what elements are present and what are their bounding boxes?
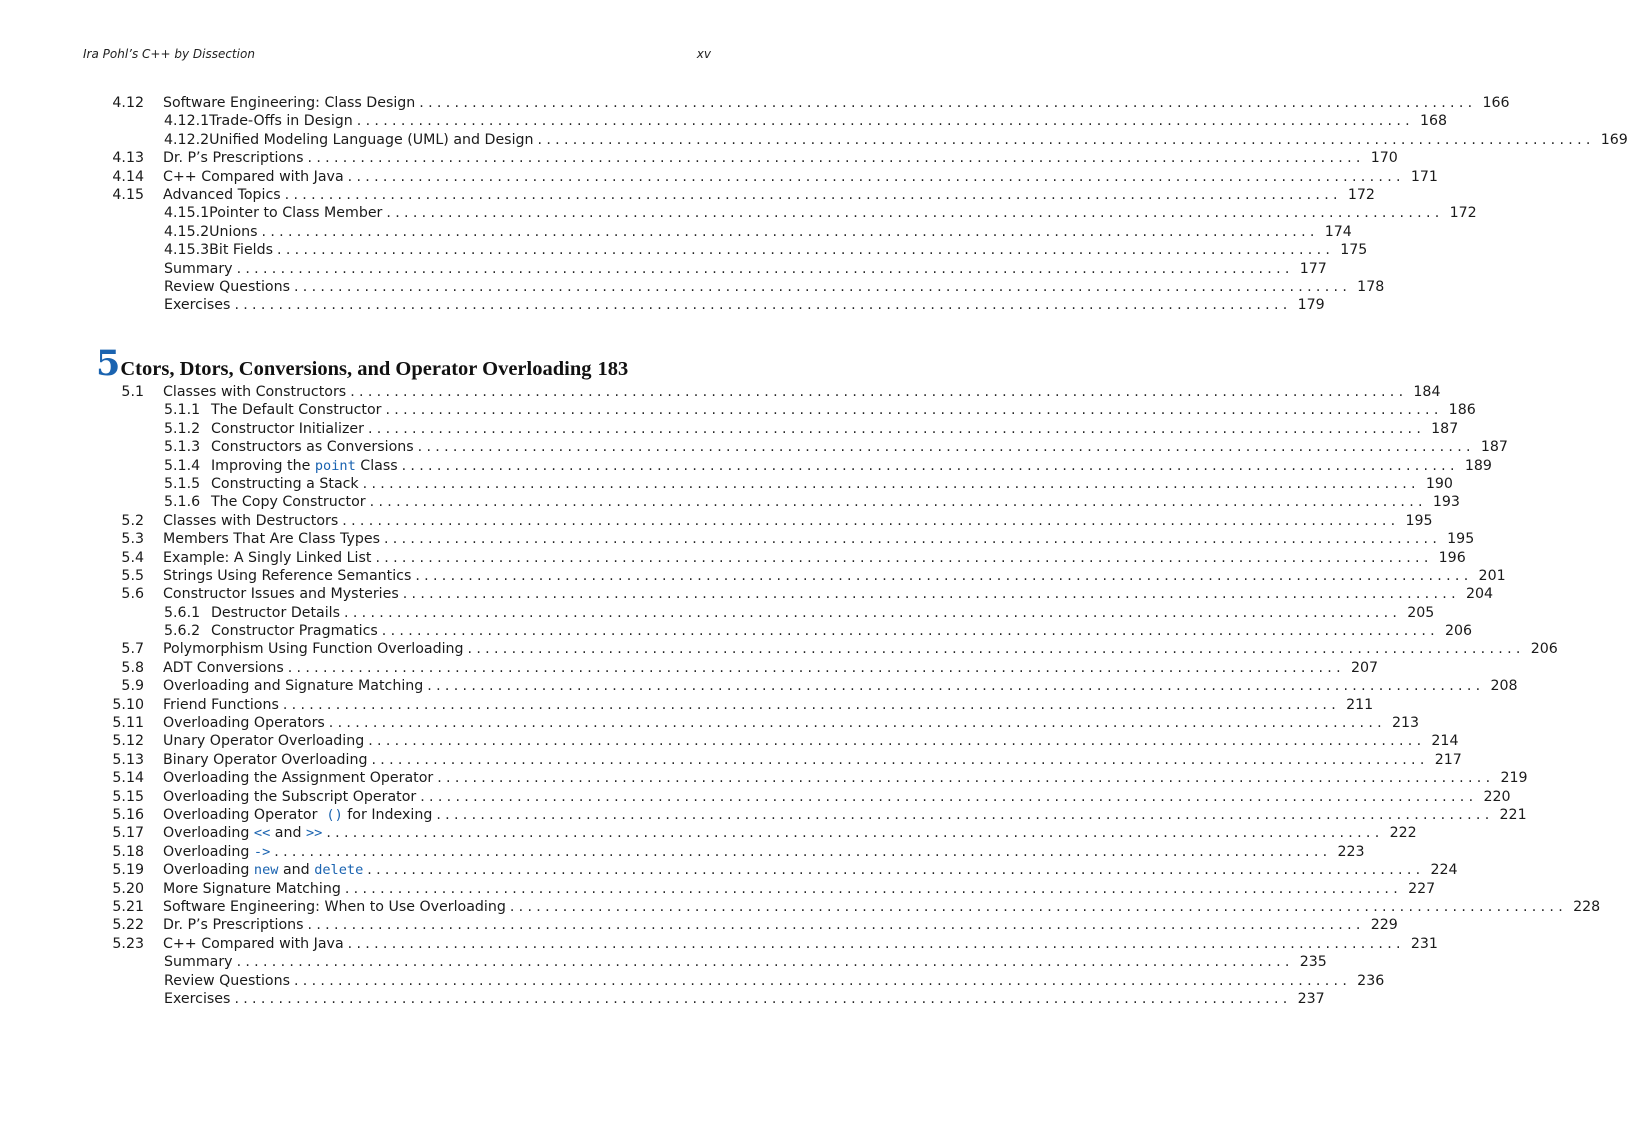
dot-leader: ........................................................................................................................ [381,623,1439,640]
entry-body [163,880,1436,898]
section-number: 5.13 [112,751,144,768]
entry-title: Constructors as Conversions [211,439,414,456]
entry-title: Advanced Topics [163,186,281,203]
dot-leader: ........................................................................................................................ [415,567,1473,584]
entry-body [164,131,1628,149]
page-number: xv [696,47,711,61]
code-keyword: -> [253,843,271,860]
toc-entry [0,990,1325,1008]
toc-entry [0,168,1438,186]
section-number: 5.19 [112,862,144,879]
entry-title: Class [355,457,398,474]
entry-page: 195 [1447,531,1475,548]
entry-page: 195 [1405,512,1433,529]
entry-body [163,861,1458,879]
dot-leader: ........................................................................................................................ [344,880,1403,897]
entry-title: Unary Operator Overloading [163,733,365,750]
entry-title: Classes with Constructors [163,384,347,400]
entry-title: Exercises [164,990,231,1007]
entry-page: 235 [1299,954,1327,971]
toc-entry [0,824,1417,842]
dot-leader: ........................................................................................................................ [367,862,1425,879]
entry-title: Example: A Singly Linked List [163,549,372,566]
entry-body [164,972,1385,990]
subsection-number: 4.12.1 [164,113,210,130]
chapter-heading [96,343,628,383]
dot-leader: ........................................................................................................................ [284,186,1342,203]
entry-page: 189 [1464,457,1492,474]
entry-page: 221 [1499,806,1527,823]
entry-title: Members That Are Class Types [163,531,380,548]
entry-page: 207 [1350,659,1379,676]
entry-title: Overloading Operator [163,806,327,823]
code-keyword: () [326,806,343,823]
entry-page: 208 [1490,678,1518,695]
entry-body [163,935,1438,953]
chapter-title: Ctors, Dtors, Conversions, and Operator Overloading [120,358,592,380]
entry-page: 211 [1346,696,1374,713]
dot-leader: ........................................................................................................................ [436,806,1494,823]
dot-leader: ........................................................................................................................ [537,131,1595,148]
entry-page: 231 [1410,935,1438,952]
toc-entry [0,512,1433,530]
section-number: 5.3 [121,531,144,548]
entry-body [163,769,1528,787]
entry-page: 206 [1530,641,1558,658]
section-number: 5.7 [121,641,144,658]
subsection-number: 5.6.1 [164,604,201,621]
entry-title: Polymorphism Using Function Overloading [163,641,464,658]
entry-body [163,659,1379,677]
entry-body [164,990,1325,1008]
subsection-number: 5.1.6 [164,494,201,511]
dot-leader: ........................................................................................................................ [417,439,1475,456]
entry-page: 220 [1483,788,1511,805]
dot-leader: ........................................................................................................................ [293,972,1352,989]
entry-title: Review Questions [164,972,290,989]
dot-leader: ........................................................................................................................ [326,825,1384,842]
entry-title: The Copy Constructor [211,494,366,511]
section-number: 5.15 [112,788,144,805]
entry-title: Destructor Details [211,604,341,621]
entry-body [163,640,1558,658]
entry-body [163,677,1518,695]
entry-body [211,622,1473,640]
dot-leader: ........................................................................................................................ [437,770,1495,787]
entry-body [163,916,1398,934]
toc-entry [0,383,1441,401]
entry-body [211,457,1492,475]
entry-body [164,204,1477,222]
dot-leader: ........................................................................................................................ [282,696,1341,713]
section-number: 5.11 [112,715,144,732]
entry-page: 229 [1370,917,1398,934]
subsection-number: 5.6.2 [164,623,201,640]
section-number: 5.5 [121,567,144,584]
entry-title: Overloading [163,843,254,860]
entry-page: 170 [1370,150,1398,167]
section-number: 5.17 [112,825,144,842]
toc-entry [0,640,1558,658]
entry-page: 187 [1480,439,1508,456]
entry-title: Trade-Offs in Design [209,113,353,130]
dot-leader: ........................................................................................................................ [367,420,1426,437]
entry-page: 206 [1444,623,1473,640]
dot-leader: ........................................................................................................................ [401,457,1459,474]
code-keyword: delete [314,862,364,879]
toc-entry [0,732,1459,750]
entry-body [211,493,1460,511]
entry-title: Pointer to Class Member [209,205,383,222]
toc-entry [0,972,1385,990]
entry-body [163,732,1459,750]
toc-list-chapter-4 [0,94,1628,315]
toc-entry [0,401,1476,419]
entry-page: 213 [1391,715,1420,732]
section-number: 5.9 [121,678,144,695]
toc-entry [0,438,1508,456]
entry-page: 214 [1431,733,1459,750]
entry-body [163,751,1462,769]
entry-body [164,953,1327,971]
entry-page: 227 [1408,880,1436,897]
toc-entry [0,788,1511,806]
entry-title: Overloading the Subscript Operator [163,788,417,805]
dot-leader: ........................................................................................................................ [234,990,1292,1007]
dot-leader: ........................................................................................................................ [420,788,1478,805]
dot-leader: ........................................................................................................................ [293,278,1352,295]
entry-title: Strings Using Reference Semantics [163,567,412,584]
dot-leader: ........................................................................................................................ [509,898,1568,915]
entry-body [163,806,1527,824]
dot-leader: ........................................................................................................................ [347,168,1405,185]
entry-title: Constructor Initializer [211,420,364,437]
entry-page: 193 [1432,494,1460,511]
toc-entry [0,475,1453,493]
dot-leader: ........................................................................................................................ [467,641,1525,658]
entry-title: The Default Constructor [211,402,382,419]
entry-page: 172 [1449,205,1477,222]
dot-leader: ........................................................................................................................ [356,113,1414,130]
toc-entry [0,696,1374,714]
dot-leader: ........................................................................................................................ [307,150,1365,167]
entry-body [163,567,1506,585]
toc-entry [0,204,1477,222]
subsection-number: 5.1.4 [164,457,201,474]
toc-entry [0,149,1398,167]
entry-page: 205 [1407,604,1435,621]
entry-page: 179 [1297,297,1325,314]
section-number: 5.14 [112,770,144,787]
entry-title: Constructing a Stack [211,475,359,492]
dot-leader: ........................................................................................................................ [234,297,1292,314]
toc-list-chapter-5 [0,383,1601,1008]
section-number: 5.8 [121,659,144,676]
entry-page: 204 [1465,586,1494,603]
toc-entry [0,278,1385,296]
subsection-number: 4.15.1 [164,205,210,222]
dot-leader: ........................................................................................................................ [375,549,1433,566]
entry-page: 228 [1573,898,1601,915]
dot-leader: ........................................................................................................................ [277,242,1335,259]
dot-leader: ........................................................................................................................ [261,223,1319,240]
toc-entry [0,567,1506,585]
toc-entry [0,260,1327,278]
entry-body [164,112,1448,130]
entry-body [163,585,1494,603]
toc-entry [0,223,1352,241]
toc-entry [0,622,1473,640]
entry-title: Unions [209,223,258,240]
entry-body [163,530,1475,548]
section-number: 4.12 [112,95,144,111]
entry-title: Binary Operator Overloading [163,751,368,768]
code-keyword: >> [306,825,323,842]
toc-entry [0,493,1460,511]
entry-page: 219 [1500,770,1528,787]
entry-page: 237 [1297,990,1325,1007]
entry-page: 224 [1430,862,1458,879]
subsection-number: 5.1.2 [164,420,201,437]
section-number: 4.14 [112,168,144,185]
toc-entry [0,659,1379,677]
code-keyword: << [253,825,271,842]
toc-entry [0,604,1435,622]
toc-entry [0,131,1628,149]
entry-page: 169 [1600,131,1628,148]
dot-leader: ........................................................................................................................ [287,659,1345,676]
subsection-number: 5.1.5 [164,475,201,492]
section-number: 5.21 [112,898,144,915]
section-number: 5.18 [112,843,144,860]
entry-body [164,260,1327,278]
dot-leader: ........................................................................................................................ [342,512,1400,529]
dot-leader: ........................................................................................................................ [402,586,1460,603]
entry-body [163,512,1433,530]
entry-title: Bit Fields [209,242,274,259]
entry-title: C++ Compared with Java [163,168,344,185]
entry-body [163,843,1365,861]
entry-body [163,824,1417,842]
entry-body [163,94,1510,112]
dot-leader: ........................................................................................................................ [427,678,1485,695]
entry-title: Constructor Pragmatics [211,623,378,640]
toc-entry [0,677,1518,695]
entry-title: Dr. P’s Prescriptions [163,150,304,167]
toc-entry [0,714,1420,732]
code-keyword: new [253,862,279,879]
entry-page: 196 [1438,549,1466,566]
dot-leader: ........................................................................................................................ [236,260,1294,277]
entry-page: 166 [1482,95,1510,111]
entry-page: 177 [1299,260,1327,277]
entry-page: 175 [1340,242,1368,259]
section-number: 5.2 [121,512,144,529]
entry-body [163,186,1375,204]
subsection-number: 4.12.2 [164,131,210,148]
chapter-page: 183 [597,358,629,380]
toc-entry [0,880,1436,898]
section-number: 5.20 [112,880,144,897]
toc-entry [0,186,1375,204]
entry-title: Friend Functions [163,696,279,713]
toc-entry [0,898,1601,916]
dot-leader: ........................................................................................................................ [236,954,1294,971]
entry-title: Dr. P’s Prescriptions [163,917,304,934]
entry-title: Review Questions [164,278,290,295]
entry-body [163,383,1441,401]
toc-entry [0,420,1459,438]
entry-body [163,788,1511,806]
dot-leader: ........................................................................................................................ [344,604,1402,621]
entry-title: and [278,862,315,879]
toc-entry [0,751,1462,769]
dot-leader: ........................................................................................................................ [362,475,1420,492]
dot-leader: ........................................................................................................................ [307,917,1365,934]
dot-leader: ........................................................................................................................ [385,402,1443,419]
section-number: 5.4 [121,549,144,566]
entry-body [163,549,1466,567]
entry-page: 172 [1347,186,1375,203]
entry-body [164,278,1385,296]
toc-entry [0,953,1327,971]
entry-title: Overloading [163,862,254,879]
section-number: 5.10 [112,696,144,713]
entry-title: Summary [164,260,233,277]
entry-title: C++ Compared with Java [163,935,344,952]
toc-entry [0,585,1494,603]
entry-body [164,241,1368,259]
toc-entry [0,916,1398,934]
toc-entry [0,457,1492,475]
entry-title: Summary [164,954,233,971]
section-number: 4.13 [112,150,144,167]
entry-body [164,296,1325,314]
dot-leader: ........................................................................................................................ [369,494,1427,511]
entry-page: 222 [1389,825,1417,842]
entry-body [163,696,1374,714]
entry-body [211,420,1459,438]
entry-page: 168 [1419,113,1448,130]
section-number: 5.22 [112,917,144,934]
toc-entry [0,296,1325,314]
subsection-number: 4.15.3 [164,242,210,259]
entry-body [164,223,1352,241]
dot-leader: ........................................................................................................................ [274,843,1332,860]
entry-body [163,168,1438,186]
subsection-number: 4.15.2 [164,223,210,240]
chapter-number: 5 [96,343,121,384]
entry-page: 187 [1431,420,1459,437]
entry-page: 223 [1337,843,1365,860]
dot-leader: ........................................................................................................................ [383,531,1442,548]
entry-body [163,714,1420,732]
toc-entry [0,549,1466,567]
toc-entry [0,112,1448,130]
entry-title: Software Engineering: Class Design [163,95,416,111]
section-number: 5.16 [112,806,144,823]
running-header-title: Ira Pohl’s C++ by Dissection [83,47,255,61]
entry-page: 236 [1357,972,1385,989]
entry-title: Exercises [164,297,231,314]
toc-entry [0,843,1365,861]
entry-body [211,438,1508,456]
entry-title: Overloading the Assignment Operator [163,770,434,787]
entry-page: 178 [1357,278,1385,295]
entry-body [211,401,1476,419]
entry-body [163,898,1601,916]
entry-title: Overloading [163,825,254,842]
toc-entry [0,241,1368,259]
toc-entry [0,806,1527,824]
subsection-number: 5.1.3 [164,439,201,456]
dot-leader: ........................................................................................................................ [350,384,1408,400]
entry-title: Improving the [211,457,315,474]
entry-page: 201 [1478,567,1506,584]
entry-title: for Indexing [342,806,433,823]
section-number: 4.15 [112,186,144,203]
entry-title: Overloading and Signature Matching [163,678,424,695]
entry-title: Software Engineering: When to Use Overloading [163,898,506,915]
subsection-number: 5.1.1 [164,402,201,419]
entry-title: and [270,825,306,842]
dot-leader: ........................................................................................................................ [386,205,1444,222]
entry-page: 217 [1434,751,1462,768]
entry-page: 186 [1448,402,1476,419]
section-number: 5.12 [112,733,144,750]
entry-title: ADT Conversions [163,659,284,676]
dot-leader: ........................................................................................................................ [371,751,1429,768]
entry-title: Overloading Operators [163,715,325,732]
dot-leader: ........................................................................................................................ [368,733,1426,750]
dot-leader: ........................................................................................................................ [419,95,1477,111]
entry-title: Constructor Issues and Mysteries [163,586,399,603]
toc-entry [0,769,1528,787]
section-number: 5.23 [112,935,144,952]
dot-leader: ........................................................................................................................ [347,935,1405,952]
entry-page: 184 [1413,384,1441,400]
toc-entry [0,861,1458,879]
entry-body [211,604,1435,622]
section-number: 5.6 [121,586,144,603]
dot-leader: ........................................................................................................................ [328,715,1386,732]
entry-body [211,475,1453,493]
toc-entry [0,94,1510,112]
toc-entry [0,530,1475,548]
code-keyword: point [314,457,356,474]
entry-page: 171 [1410,168,1438,185]
entry-title: Classes with Destructors [163,512,339,529]
section-number: 5.1 [121,384,144,400]
entry-page: 190 [1425,475,1453,492]
toc-entry [0,935,1438,953]
entry-title: More Signature Matching [163,880,341,897]
entry-title: Unified Modeling Language (UML) and Design [209,131,534,148]
entry-page: 174 [1324,223,1352,240]
entry-body [163,149,1398,167]
